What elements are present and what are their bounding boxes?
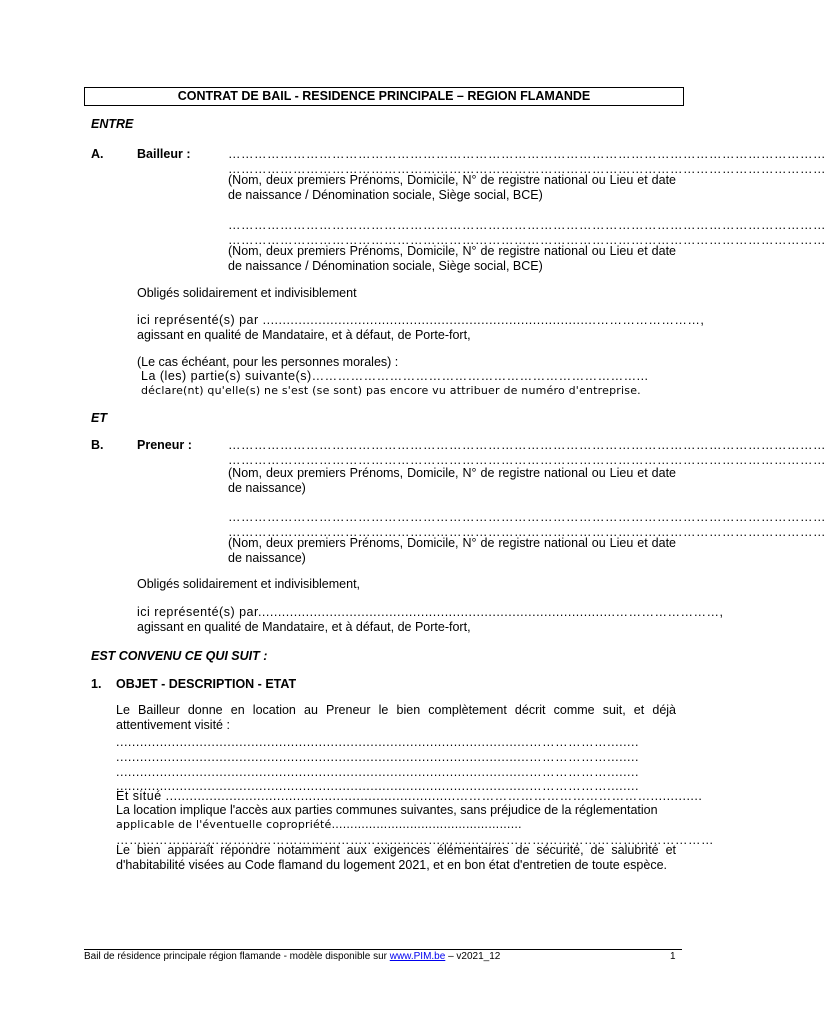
bailleur-2-line-1: ………………………………………………………………………………………………………………………… <box>228 218 826 232</box>
bailleur-1-description: (Nom, deux premiers Prénoms, Domicile, N° de registre national ou Lieu et date de naissance / Dénomination sociale, Siège social, BCE) <box>228 173 676 202</box>
agissant-mandataire-1: agissant en qualité de Mandataire, et à défaut, de Porte-fort, <box>137 328 471 342</box>
section-1-title: OBJET - DESCRIPTION - ETAT <box>116 677 297 691</box>
et-situe-line: Et situé .........................................................................………………………………………............. <box>116 789 703 803</box>
preneur-1-line-1: ………………………………………………………………………………………………………………………… <box>228 438 826 452</box>
footer-text-after: – v2021_12 <box>445 951 501 962</box>
copropriete-dots-line: ………………………………………………………………………………………………………………………… <box>116 833 714 847</box>
document-title: CONTRAT DE BAIL - RESIDENCE PRINCIPALE – REGION FLAMANDE <box>84 87 684 106</box>
description-line-2: ........................................................................................................………………........ <box>116 750 639 764</box>
preneur-2-description: (Nom, deux premiers Prénoms, Domicile, N° de registre national ou Lieu et date de naissance) <box>228 536 676 565</box>
description-line-1: ........................................................................................................………………........ <box>116 735 639 749</box>
declare-numero-entreprise: déclare(nt) qu'elle(s) ne s'est (se sont) pas encore vu attribuer de numéro d'entreprise. <box>141 384 641 397</box>
bailleur-2-description: (Nom, deux premiers Prénoms, Domicile, N° de registre national ou Lieu et date de naissance / Dénomination sociale, Siège social, BCE) <box>228 244 676 273</box>
obliges-solidairement-2: Obligés solidairement et indivisiblement, <box>137 577 361 591</box>
section-a-letter: A. <box>91 147 104 161</box>
preneur-1-line-2: ………………………………………………………………………………………………………………………… <box>228 453 826 467</box>
location-implique-line-1: La location implique l'accès aux parties communes suivantes, sans préjudice de la réglementation <box>116 803 658 817</box>
footer-text-before: Bail de résidence principale région flamande - modèle disponible sur <box>84 951 390 962</box>
footer-text <box>84 951 500 962</box>
location-implique-line-2: applicable de l'éventuelle copropriété…………………………………………… <box>116 818 522 831</box>
bien-apparait-paragraph: Le bien apparaît répondre notamment aux exigences élémentaires de sécurité, de salubrité et d'habitabilité visées au Code flamand du logement 2021, et en bon état d'entretien de toute espèce. <box>116 843 676 872</box>
cas-echeant-note: (Le cas échéant, pour les personnes morales) : <box>137 355 399 369</box>
description-line-3: ........................................................................................................………………........ <box>116 765 639 779</box>
footer-divider <box>84 949 682 950</box>
objet-paragraph: Le Bailleur donne en location au Preneur le bien complètement décrit comme suit, et déjà attentivement visité : <box>116 703 676 732</box>
bailleur-2-line-2: ………………………………………………………………………………………………………………………… <box>228 233 826 247</box>
represente-par-1: ici représenté(s) par ....................................................................................……………………, <box>137 313 705 327</box>
preneur-label: Preneur : <box>137 438 192 452</box>
description-line-4: ........................................................................................................………………........ <box>116 779 639 793</box>
bailleur-label: Bailleur : <box>137 147 191 161</box>
preneur-1-description: (Nom, deux premiers Prénoms, Domicile, N° de registre national ou Lieu et date de naissance) <box>228 466 676 495</box>
est-convenu-heading: EST CONVENU CE QUI SUIT : <box>91 649 268 663</box>
bailleur-1-line-1: ………………………………………………………………………………………………………………………… <box>228 147 826 161</box>
preneur-2-line-2: ………………………………………………………………………………………………………………………… <box>228 525 826 539</box>
represente-par-2: ici représenté(s) par..........................................................................................……………………, <box>137 605 724 619</box>
et-heading: ET <box>91 411 107 425</box>
entre-heading: ENTRE <box>91 117 134 131</box>
section-1-number: 1. <box>91 677 102 691</box>
bailleur-1-line-2: ………………………………………………………………………………………………………………………… <box>228 162 826 176</box>
parties-suivantes: La (les) partie(s) suivante(s)…………………………………………………………………... <box>141 369 649 383</box>
footer-pim-link[interactable]: www.PIM.be <box>389 951 446 962</box>
page-number: 1 <box>670 951 676 962</box>
preneur-2-line-1: ………………………………………………………………………………………………………………………… <box>228 510 826 524</box>
section-b-letter: B. <box>91 438 104 452</box>
agissant-mandataire-2: agissant en qualité de Mandataire, et à défaut, de Porte-fort, <box>137 620 471 634</box>
obliges-solidairement-1: Obligés solidairement et indivisiblement <box>137 286 357 300</box>
